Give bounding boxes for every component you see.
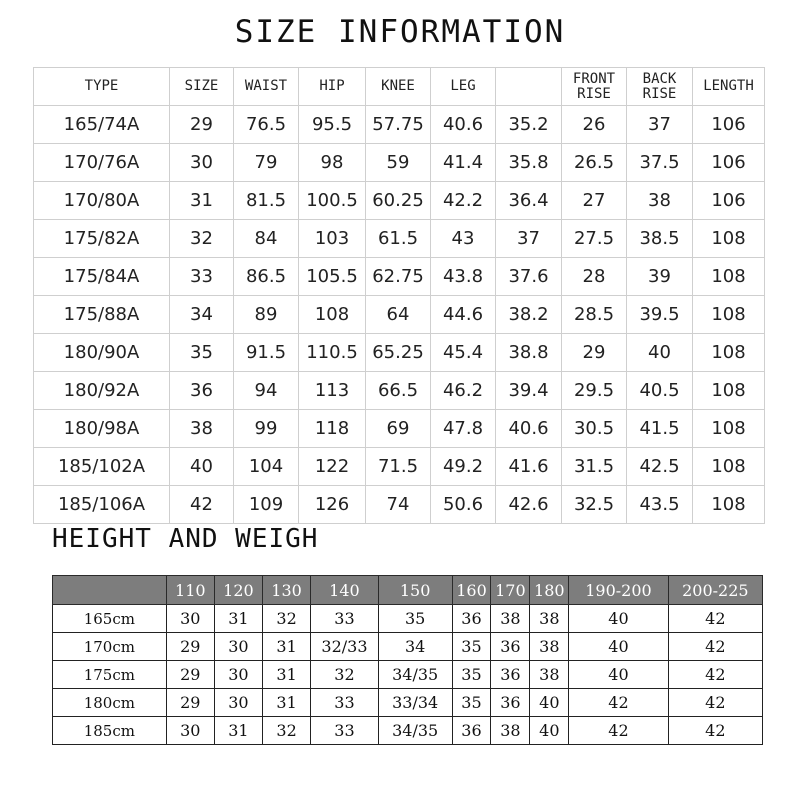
hw-size-cell: 42 [569, 717, 668, 745]
size-value-cell: 126 [299, 486, 366, 524]
hw-size-cell: 40 [530, 717, 569, 745]
table-row [53, 717, 763, 745]
size-value-cell: 37.6 [496, 258, 562, 296]
size-type-cell: 185/106A [34, 486, 170, 524]
hw-height-cell: 180cm [53, 689, 167, 717]
hw-height-cell: 175cm [53, 661, 167, 689]
size-value-cell: 104 [234, 448, 299, 486]
size-value-cell: 37.5 [627, 144, 693, 182]
hw-header-weight: 120 [214, 576, 262, 605]
hw-size-cell: 31 [214, 605, 262, 633]
size-type-cell: 170/80A [34, 182, 170, 220]
hw-size-cell: 33 [311, 689, 379, 717]
table-row [34, 182, 765, 220]
size-type-cell: 185/102A [34, 448, 170, 486]
hw-size-cell: 29 [166, 661, 214, 689]
hw-size-cell: 36 [452, 605, 491, 633]
hw-size-cell: 34/35 [378, 661, 452, 689]
size-value-cell: 30.5 [562, 410, 627, 448]
hw-size-cell: 38 [491, 717, 530, 745]
size-value-cell: 106 [693, 182, 765, 220]
hw-size-cell: 30 [214, 689, 262, 717]
table-row [34, 334, 765, 372]
size-value-cell: 26.5 [562, 144, 627, 182]
hw-size-cell: 38 [491, 605, 530, 633]
size-value-cell: 108 [693, 258, 765, 296]
hw-size-cell: 29 [166, 633, 214, 661]
hw-size-cell: 33/34 [378, 689, 452, 717]
size-value-cell: 64 [366, 296, 431, 334]
hw-size-cell: 30 [166, 605, 214, 633]
page-title: SIZE INFORMATION [234, 14, 566, 50]
size-value-cell: 35.8 [496, 144, 562, 182]
table-row [34, 486, 765, 524]
size-value-cell: 35 [170, 334, 234, 372]
table-row [34, 296, 765, 334]
hw-size-cell: 42 [569, 689, 668, 717]
hw-size-cell: 36 [491, 689, 530, 717]
hw-size-cell: 31 [263, 689, 311, 717]
hw-size-cell: 36 [491, 633, 530, 661]
size-value-cell: 45.4 [431, 334, 496, 372]
size-value-cell: 41.4 [431, 144, 496, 182]
size-value-cell: 44.6 [431, 296, 496, 334]
size-header-leg: LEG [431, 68, 496, 106]
size-type-cell: 180/98A [34, 410, 170, 448]
size-value-cell: 35.2 [496, 106, 562, 144]
hw-size-cell: 42 [668, 689, 762, 717]
size-value-cell: 42.5 [627, 448, 693, 486]
hw-size-cell: 36 [491, 661, 530, 689]
hw-size-cell: 35 [452, 661, 491, 689]
size-type-cell: 175/88A [34, 296, 170, 334]
size-header-back-rise: BACK RISE [627, 68, 693, 106]
hw-header-weight: 160 [452, 576, 491, 605]
size-value-cell: 105.5 [299, 258, 366, 296]
size-value-cell: 43.8 [431, 258, 496, 296]
hw-size-cell: 29 [166, 689, 214, 717]
size-value-cell: 39 [627, 258, 693, 296]
size-value-cell: 42.6 [496, 486, 562, 524]
hw-header-weight: 170 [491, 576, 530, 605]
hw-size-cell: 30 [214, 633, 262, 661]
size-value-cell: 69 [366, 410, 431, 448]
size-value-cell: 26 [562, 106, 627, 144]
size-value-cell: 103 [299, 220, 366, 258]
size-value-cell: 31 [170, 182, 234, 220]
height-weight-table [52, 575, 763, 745]
hw-height-cell: 185cm [53, 717, 167, 745]
size-value-cell: 108 [299, 296, 366, 334]
hw-size-cell: 42 [668, 717, 762, 745]
hw-size-cell: 34/35 [378, 717, 452, 745]
hw-size-cell: 40 [569, 661, 668, 689]
hw-height-cell: 165cm [53, 605, 167, 633]
size-value-cell: 40.5 [627, 372, 693, 410]
size-value-cell: 106 [693, 106, 765, 144]
table-row [34, 106, 765, 144]
size-value-cell: 49.2 [431, 448, 496, 486]
size-header-hip: HIP [299, 68, 366, 106]
table-row [34, 144, 765, 182]
hw-size-cell: 30 [214, 661, 262, 689]
size-value-cell: 34 [170, 296, 234, 334]
size-value-cell: 99 [234, 410, 299, 448]
hw-size-cell: 33 [311, 605, 379, 633]
hw-size-cell: 32 [263, 605, 311, 633]
hw-header-weight: 190-200 [569, 576, 668, 605]
hw-size-cell: 32 [311, 661, 379, 689]
hw-table-header-row [53, 576, 763, 605]
hw-header-weight: 110 [166, 576, 214, 605]
size-value-cell: 38.2 [496, 296, 562, 334]
size-header-size: SIZE [170, 68, 234, 106]
size-header-length: LENGTH [693, 68, 765, 106]
table-row [53, 605, 763, 633]
size-value-cell: 84 [234, 220, 299, 258]
hw-size-cell: 40 [569, 605, 668, 633]
table-row [53, 633, 763, 661]
size-value-cell: 27.5 [562, 220, 627, 258]
size-value-cell: 108 [693, 334, 765, 372]
section-title: HEIGHT AND WEIGH [52, 524, 319, 554]
size-value-cell: 74 [366, 486, 431, 524]
size-header-knee: KNEE [366, 68, 431, 106]
size-table [33, 67, 765, 524]
hw-size-cell: 32 [263, 717, 311, 745]
table-row [34, 448, 765, 486]
size-value-cell: 38 [627, 182, 693, 220]
table-row [53, 661, 763, 689]
size-value-cell: 38 [170, 410, 234, 448]
size-value-cell: 29.5 [562, 372, 627, 410]
hw-size-cell: 42 [668, 661, 762, 689]
size-value-cell: 110.5 [299, 334, 366, 372]
size-value-cell: 81.5 [234, 182, 299, 220]
size-value-cell: 41.6 [496, 448, 562, 486]
size-value-cell: 122 [299, 448, 366, 486]
size-header-waist: WAIST [234, 68, 299, 106]
size-value-cell: 30 [170, 144, 234, 182]
table-row [34, 372, 765, 410]
size-value-cell: 39.5 [627, 296, 693, 334]
size-header-blank [496, 68, 562, 106]
size-value-cell: 40.6 [431, 106, 496, 144]
size-type-cell: 175/84A [34, 258, 170, 296]
size-value-cell: 66.5 [366, 372, 431, 410]
size-value-cell: 59 [366, 144, 431, 182]
size-value-cell: 27 [562, 182, 627, 220]
hw-size-cell: 36 [452, 717, 491, 745]
size-value-cell: 79 [234, 144, 299, 182]
size-value-cell: 108 [693, 410, 765, 448]
size-value-cell: 57.75 [366, 106, 431, 144]
size-value-cell: 42 [170, 486, 234, 524]
size-value-cell: 76.5 [234, 106, 299, 144]
size-value-cell: 108 [693, 372, 765, 410]
size-value-cell: 50.6 [431, 486, 496, 524]
hw-height-cell: 170cm [53, 633, 167, 661]
hw-size-cell: 31 [214, 717, 262, 745]
size-value-cell: 108 [693, 220, 765, 258]
table-row [34, 410, 765, 448]
size-value-cell: 118 [299, 410, 366, 448]
size-header-front-rise: FRONT RISE [562, 68, 627, 106]
hw-size-cell: 38 [530, 605, 569, 633]
hw-size-cell: 40 [569, 633, 668, 661]
table-row [53, 689, 763, 717]
hw-size-cell: 31 [263, 633, 311, 661]
size-value-cell: 32.5 [562, 486, 627, 524]
size-value-cell: 43 [431, 220, 496, 258]
size-value-cell: 41.5 [627, 410, 693, 448]
size-value-cell: 38.8 [496, 334, 562, 372]
size-type-cell: 175/82A [34, 220, 170, 258]
size-value-cell: 95.5 [299, 106, 366, 144]
size-value-cell: 108 [693, 296, 765, 334]
hw-size-cell: 30 [166, 717, 214, 745]
hw-size-cell: 42 [668, 633, 762, 661]
size-value-cell: 113 [299, 372, 366, 410]
size-type-cell: 165/74A [34, 106, 170, 144]
hw-header-weight: 200-225 [668, 576, 762, 605]
size-value-cell: 31.5 [562, 448, 627, 486]
size-value-cell: 36 [170, 372, 234, 410]
hw-size-cell: 34 [378, 633, 452, 661]
size-value-cell: 65.25 [366, 334, 431, 372]
hw-size-cell: 32/33 [311, 633, 379, 661]
size-value-cell: 32 [170, 220, 234, 258]
size-value-cell: 38.5 [627, 220, 693, 258]
size-value-cell: 36.4 [496, 182, 562, 220]
size-value-cell: 60.25 [366, 182, 431, 220]
size-value-cell: 98 [299, 144, 366, 182]
size-value-cell: 94 [234, 372, 299, 410]
size-value-cell: 108 [693, 486, 765, 524]
hw-size-cell: 38 [530, 633, 569, 661]
size-value-cell: 40 [627, 334, 693, 372]
size-value-cell: 29 [170, 106, 234, 144]
size-value-cell: 33 [170, 258, 234, 296]
hw-size-cell: 40 [530, 689, 569, 717]
table-row [34, 258, 765, 296]
hw-header-weight: 130 [263, 576, 311, 605]
size-value-cell: 86.5 [234, 258, 299, 296]
hw-header-weight: 180 [530, 576, 569, 605]
size-value-cell: 39.4 [496, 372, 562, 410]
size-value-cell: 42.2 [431, 182, 496, 220]
size-value-cell: 46.2 [431, 372, 496, 410]
hw-size-cell: 35 [452, 689, 491, 717]
size-type-cell: 170/76A [34, 144, 170, 182]
size-value-cell: 37 [627, 106, 693, 144]
size-value-cell: 47.8 [431, 410, 496, 448]
size-value-cell: 109 [234, 486, 299, 524]
size-table-header-row [34, 68, 765, 106]
hw-size-cell: 33 [311, 717, 379, 745]
size-value-cell: 91.5 [234, 334, 299, 372]
hw-size-cell: 38 [530, 661, 569, 689]
size-value-cell: 37 [496, 220, 562, 258]
hw-header-weight: 150 [378, 576, 452, 605]
size-type-cell: 180/90A [34, 334, 170, 372]
hw-header-weight: 140 [311, 576, 379, 605]
size-value-cell: 40.6 [496, 410, 562, 448]
hw-header-corner [53, 576, 167, 605]
size-value-cell: 106 [693, 144, 765, 182]
size-value-cell: 62.75 [366, 258, 431, 296]
size-value-cell: 71.5 [366, 448, 431, 486]
size-value-cell: 43.5 [627, 486, 693, 524]
hw-size-cell: 42 [668, 605, 762, 633]
size-value-cell: 28.5 [562, 296, 627, 334]
size-value-cell: 61.5 [366, 220, 431, 258]
size-value-cell: 89 [234, 296, 299, 334]
size-value-cell: 100.5 [299, 182, 366, 220]
size-value-cell: 108 [693, 448, 765, 486]
size-value-cell: 28 [562, 258, 627, 296]
size-header-type: TYPE [34, 68, 170, 106]
size-value-cell: 29 [562, 334, 627, 372]
table-row [34, 220, 765, 258]
hw-size-cell: 31 [263, 661, 311, 689]
size-type-cell: 180/92A [34, 372, 170, 410]
size-value-cell: 40 [170, 448, 234, 486]
hw-size-cell: 35 [452, 633, 491, 661]
hw-size-cell: 35 [378, 605, 452, 633]
